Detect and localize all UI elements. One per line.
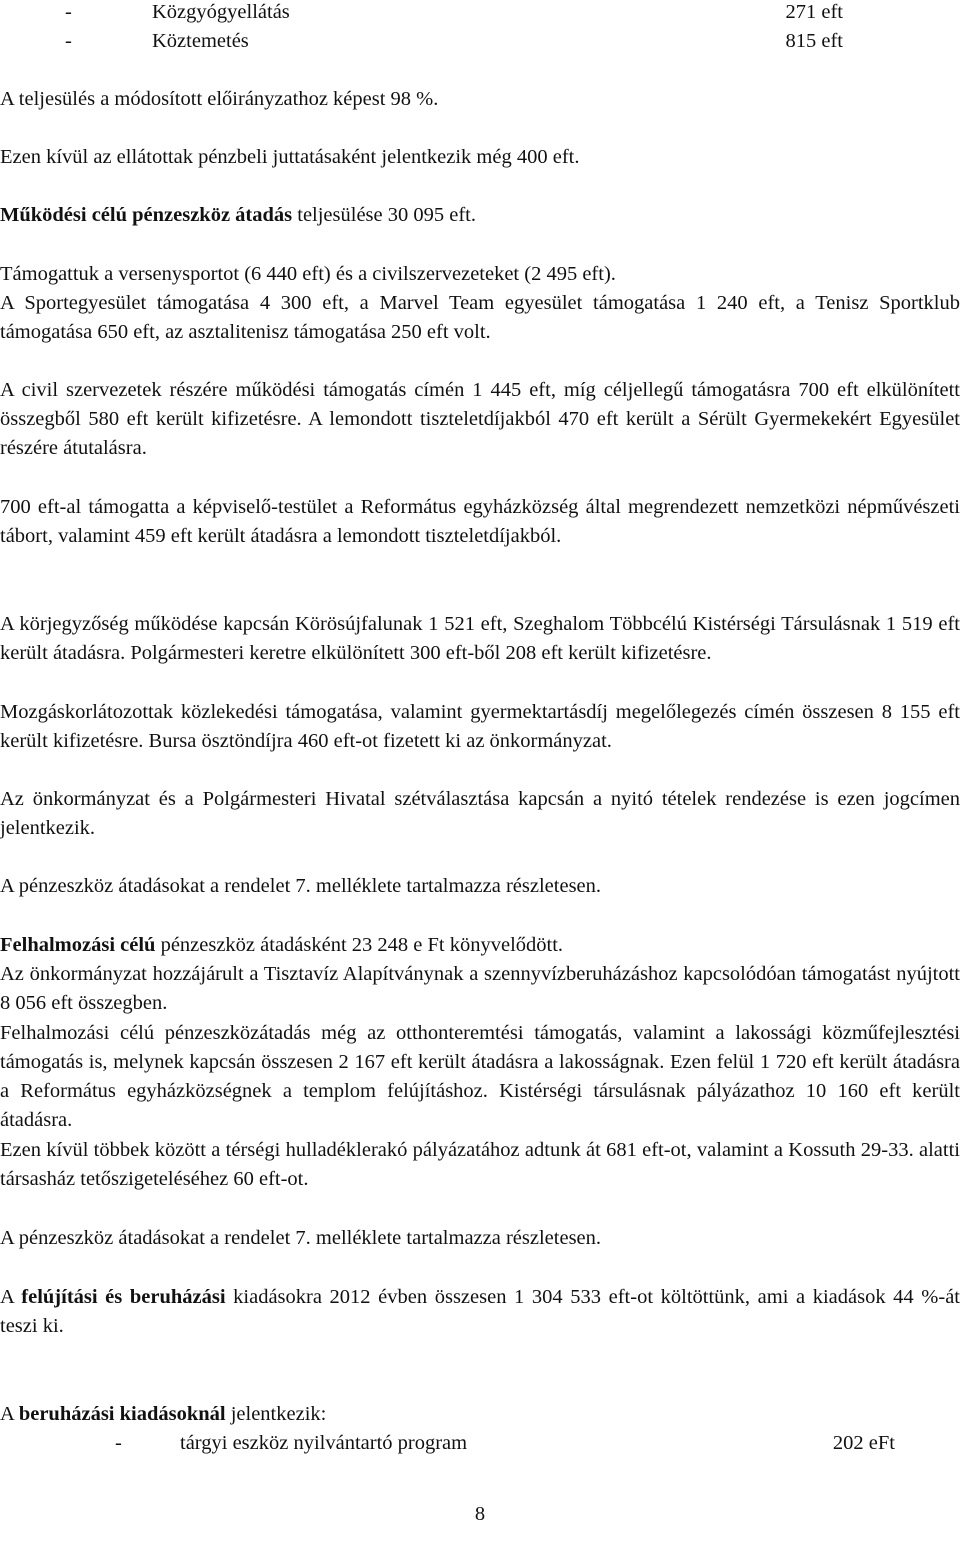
bold-text: Működési célú pénzeszköz átadás [0, 204, 293, 226]
list-dash: - [65, 1, 72, 23]
paragraph: A Sportegyesület támogatása 4 300 eft, a Marvel Team egyesület támogatása 1 240 eft, a Tenisz Sportklub támogatása 650 eft, az asztalitenisz támogatása 250 eft volt. [0, 292, 960, 343]
list-item [0, 1429, 960, 1458]
paragraph: Ezen kívül többek között a térségi hulladéklerakó pályázatához adtunk át 681 eft-ot, valamint a Kossuth 29-33. alatti társasház tetőszigeteléséhez 60 eft-ot. [0, 1139, 960, 1190]
paragraph: A pénzeszköz átadásokat a rendelet 7. melléklete tartalmazza részletesen. [0, 875, 602, 897]
paragraph: Ezen kívül az ellátottak pénzbeli juttatásaként jelentkezik még 400 eft. [0, 146, 580, 168]
list-label: tárgyi eszköz nyilvántartó program [180, 1432, 468, 1454]
paragraph: 700 eft-al támogatta a képviselő-testület a Református egyházközség által megrendezett nemzetközi népművészeti tábort, valamint 459 eft került átadásra a lemondott tiszteletdíjakból. [0, 496, 960, 547]
paragraph: A civil szervezetek részére működési támogatás címén 1 445 eft, míg céljellegű támogatásra 700 eft elkülönített összegből 580 eft került kifizetésre. A lemondott tiszteletdíjakból 470 eft került a Sérült Gyermekekért Egyesület részére átutalásra. [0, 379, 960, 459]
list-amount: 271 eft [785, 1, 843, 23]
paragraph: Az önkormányzat hozzájárult a Tisztavíz Alapítványnak a szennyvízberuházáshoz kapcsolódóan támogatást nyújtott 8 056 eft összegben. [0, 963, 960, 1014]
list-amount: 815 eft [785, 30, 843, 52]
list-item [0, 27, 960, 56]
list-label: Közgyógyellátás [152, 1, 290, 23]
list-item [0, 0, 960, 27]
paragraph: Felhalmozási célú pénzeszközátadás még az otthonteremtési támogatás, valamint a lakossági közműfejlesztési támogatás is, melynek kapcsán összesen 2 167 eft került átadásra a lakosságnak. Ezen felül 1 720 eft került átadásra a Református egyházközségnek a templom felújításhoz. Kistérségi társulásnak pályázathoz 10 160 eft került átadásra. [0, 1022, 960, 1131]
paragraph: Az önkormányzat és a Polgármesteri Hivatal szétválasztása kapcsán a nyitó tételek rendezése is ezen jogcímen jelentkezik. [0, 788, 960, 839]
paragraph: A pénzeszköz átadásokat a rendelet 7. melléklete tartalmazza részletesen. [0, 1227, 602, 1249]
paragraph: Mozgáskorlátozottak közlekedési támogatása, valamint gyermektartásdíj megelőlegezés címén összesen 8 155 eft került kifizetésre. Bursa ösztöndíjra 460 eft-ot fizetett ki az önkormányzat. [0, 701, 960, 752]
list-amount: 202 eFt [832, 1432, 895, 1454]
bold-text: felújítási és beruházási [21, 1286, 226, 1308]
paragraph: Felhalmozási célú pénzeszköz átadásként 23 248 e Ft könyvelődött. [0, 934, 564, 956]
paragraph: A beruházási kiadásoknál jelentkezik: [0, 1403, 327, 1425]
paragraph: A teljesülés a módosított előirányzathoz képest 98 %. [0, 88, 439, 110]
paragraph: A körjegyzőség működése kapcsán Körösújfalunak 1 521 eft, Szeghalom Többcélú Kistérségi Társulásnak 1 519 eft került átadásra. Polgármesteri keretre elkülönített 300 eft-ből 208 eft került kifizetésre. [0, 613, 960, 664]
paragraph: A felújítási és beruházási kiadásokra 2012 évben összesen 1 304 533 eft-ot költöttünk, ami a kiadások 44 %-át teszi ki. [0, 1286, 960, 1337]
list-dash: - [65, 30, 72, 52]
list-dash: - [115, 1432, 122, 1454]
bold-text: Felhalmozási célú [0, 934, 156, 956]
page-number: 8 [474, 1503, 486, 1525]
paragraph: Támogattuk a versenysportot (6 440 eft) és a civilszervezeteket (2 495 eft). [0, 263, 616, 285]
list-label: Köztemetés [152, 30, 249, 52]
bold-text: beruházási kiadásoknál [18, 1403, 226, 1425]
paragraph: Működési célú pénzeszköz átadás teljesülése 30 095 eft. [0, 204, 477, 226]
